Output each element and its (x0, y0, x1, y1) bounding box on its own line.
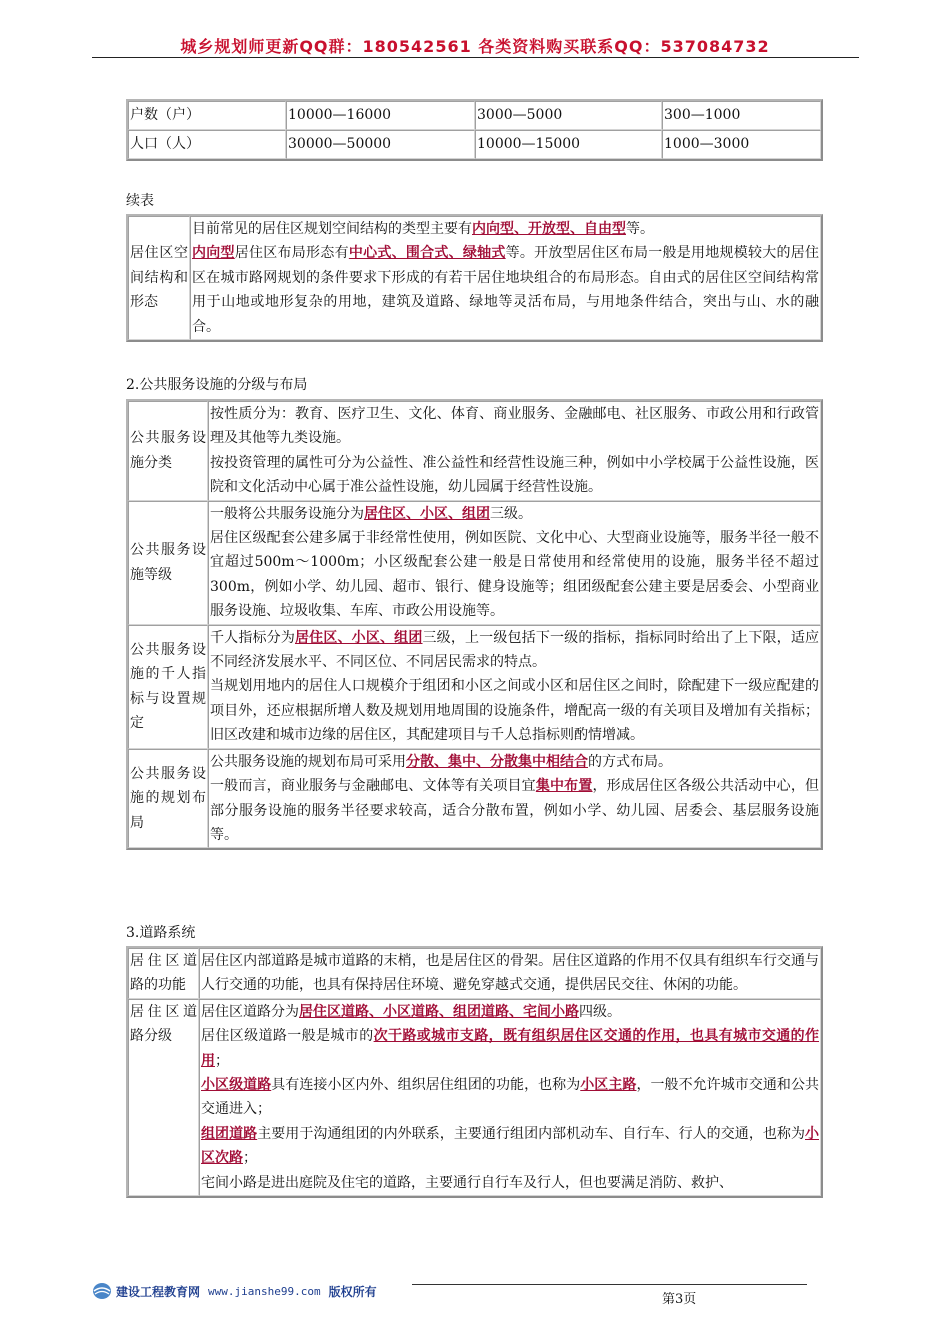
table-row (128, 501, 821, 625)
table-row (128, 401, 821, 501)
row-content: 居住区内部道路是城市道路的末梢，也是居住区的骨架。居住区道路的作用不仅具有组织车行交通与人行交通的功能，也具有保持居住环境、避免穿越式交通，提供居民交往、休闲的功能。 (199, 948, 821, 999)
row-label: 公共服务设施的规划布局 (128, 749, 208, 849)
highlight: 居住区、小区、组团 (364, 505, 490, 522)
paragraph: 宅间小路是进出庭院及住宅的道路，主要通行自行车及行人，但也要满足消防、救护、 (201, 1174, 733, 1191)
paragraph: 千人指标分为居住区、小区、组团三级，上一级包括下一级的指标，指标同时给出了上下限，适应不同经济发展水平、不同区位、不同居民需求的特点。 (210, 629, 819, 671)
row-label: 公共服务设施分类 (128, 401, 208, 501)
highlight: 居住区道路、小区道路、组团道路、宅间小路 (299, 1003, 579, 1020)
table-row (128, 999, 821, 1196)
highlight: 内向型 (192, 245, 235, 262)
section-title-roads: 3.道路系统 (126, 925, 196, 941)
paragraph: 居住区级配套公建多属于非经常性使用，例如医院、文化中心、大型商业设施等，服务半径一般不宜超过500m～1000m；小区级配套公建一般是日常使用和经常使用的设施，服务半径不超过300m，例如小学、幼儿园、超市、银行、健身设施等；组团级配套公建主要是居委会、小型商业服务设施、垃圾收集、车库、市政公用设施等。 (210, 530, 819, 620)
page-number: 第3页 (662, 1292, 697, 1307)
section-title-facilities: 2.公共服务设施的分级与布局 (126, 377, 308, 393)
footer-rights: 版权所有 (328, 1284, 377, 1299)
footer-brand-name: 建设工程教育网 (116, 1284, 201, 1299)
highlight: 组团道路 (201, 1125, 258, 1142)
table-row (128, 625, 821, 749)
highlight: 小区级道路 (201, 1077, 272, 1094)
highlight: 分散、集中、分散集中相结合 (406, 753, 588, 770)
table-cell: 3000—5000 (475, 101, 662, 130)
highlight: 小区主路 (580, 1077, 637, 1094)
table-row (128, 948, 821, 999)
row-content (208, 501, 821, 625)
row-label: 公共服务设施的千人指标与设置规定 (128, 625, 208, 749)
table-public-facilities (126, 399, 823, 850)
row-label: 居住区道路分级 (128, 999, 199, 1196)
paragraph: 组团道路主要用于沟通组团的内外联系，主要通行组团内部机动车、自行车、行人的交通，也称为小区次路； (201, 1125, 819, 1167)
table-road-system (126, 946, 823, 1198)
continued-table-label: 续表 (126, 193, 154, 209)
paragraph: 按投资管理的属性可分为公益性、准公益性和经营性设施三种，例如中小学校属于公益性设施，医院和文化活动中心属于准公益性设施，幼儿园属于经营性设施。 (210, 454, 819, 496)
paragraph: 居住区级道路一般是城市的次干路或城市支路，既有组织居住区交通的作用，也具有城市交通的作用； (201, 1028, 820, 1069)
highlight: 集中布置 (535, 778, 593, 795)
footer-rule (412, 1284, 807, 1285)
row-label: 居住区道路的功能 (128, 948, 199, 999)
row-content (208, 625, 821, 749)
table-cell: 10000—16000 (286, 101, 475, 130)
table-row (128, 130, 821, 159)
paragraph: 公共服务设施的规划布局可采用分散、集中、分散集中相结合的方式布局。 (210, 753, 672, 770)
paragraph: 居住区道路分为居住区道路、小区道路、组团道路、宅间小路四级。 (201, 1003, 621, 1020)
row-content (190, 216, 821, 340)
highlight: 小区次路 (201, 1125, 819, 1167)
paragraph: 一般而言，商业服务与金融邮电、文体等有关项目宜集中布置，形成居住区各级公共活动中心，但部分服务设施的服务半径要求较高，适合分散布置，例如小学、幼儿园、居委会、基层服务设施等。 (210, 778, 820, 843)
table-cell: 人口（人） (128, 130, 286, 159)
paragraph: 按性质分为：教育、医疗卫生、文化、体育、商业服务、金融邮电、社区服务、市政公用和行政管理及其他等九类设施。 (210, 406, 819, 447)
globe-logo-icon (92, 1282, 112, 1300)
table-spatial-structure (126, 214, 823, 342)
paragraph: 目前常见的居住区规划空间结构的类型主要有内向型、开放型、自由型等。 (192, 221, 654, 237)
row-label: 公共服务设施等级 (128, 501, 208, 625)
paragraph: 一般将公共服务设施分为居住区、小区、组团三级。 (210, 505, 532, 522)
footer-brand (92, 1282, 377, 1300)
table-cell: 300—1000 (662, 101, 821, 130)
paragraph: 当规划用地内的居住人口规模介于组团和小区之间或小区和居住区之间时，除配建下一级应配建的项目外，还应根据所增人数及规划用地周围的设施条件，增配高一级的有关项目及增加有关指标；旧区改建和城市边缘的居住区，其配建项目与千人总指标则酌情增减。 (210, 678, 819, 744)
row-content (199, 999, 821, 1196)
paragraph: 小区级道路具有连接小区内外、组织居住组团的功能，也称为小区主路，一般不允许城市交通和公共交通进入； (201, 1077, 820, 1118)
header-rule (92, 57, 859, 58)
row-label: 居住区空间结构和形态 (128, 216, 190, 340)
page-header: 城乡规划师更新QQ群：180542561 各类资料购买联系QQ：537084732 (180, 37, 770, 56)
table-households-population (126, 99, 823, 161)
highlight: 居住区、小区、组团 (295, 629, 423, 646)
table-cell: 1000—3000 (662, 130, 821, 159)
table-row (128, 216, 821, 340)
table-cell: 30000—50000 (286, 130, 475, 159)
table-row (128, 101, 821, 130)
table-row (128, 749, 821, 849)
table-cell: 10000—15000 (475, 130, 662, 159)
row-content (208, 401, 821, 501)
highlight: 次干路或城市支路，既有组织居住区交通的作用，也具有城市交通的作用 (201, 1028, 820, 1069)
footer-url[interactable]: www.jianshe99.com (208, 1284, 321, 1298)
table-cell: 户数（户） (128, 101, 286, 130)
row-content (208, 749, 821, 849)
highlight: 内向型、开放型、自由型 (472, 221, 626, 237)
highlight: 中心式、围合式、绿轴式 (348, 245, 506, 262)
paragraph: 内向型居住区布局形态有中心式、围合式、绿轴式等。开放型居住区布局一般是用地规模较大的居住区在城市路网规划的条件要求下形成的有若干居住地块组合的布局形态。自由式的居住区空间结构常用于山地或地形复杂的用地，建筑及道路、绿地等灵活布局，与用地条件结合，突出与山、水的融合。 (192, 245, 820, 335)
